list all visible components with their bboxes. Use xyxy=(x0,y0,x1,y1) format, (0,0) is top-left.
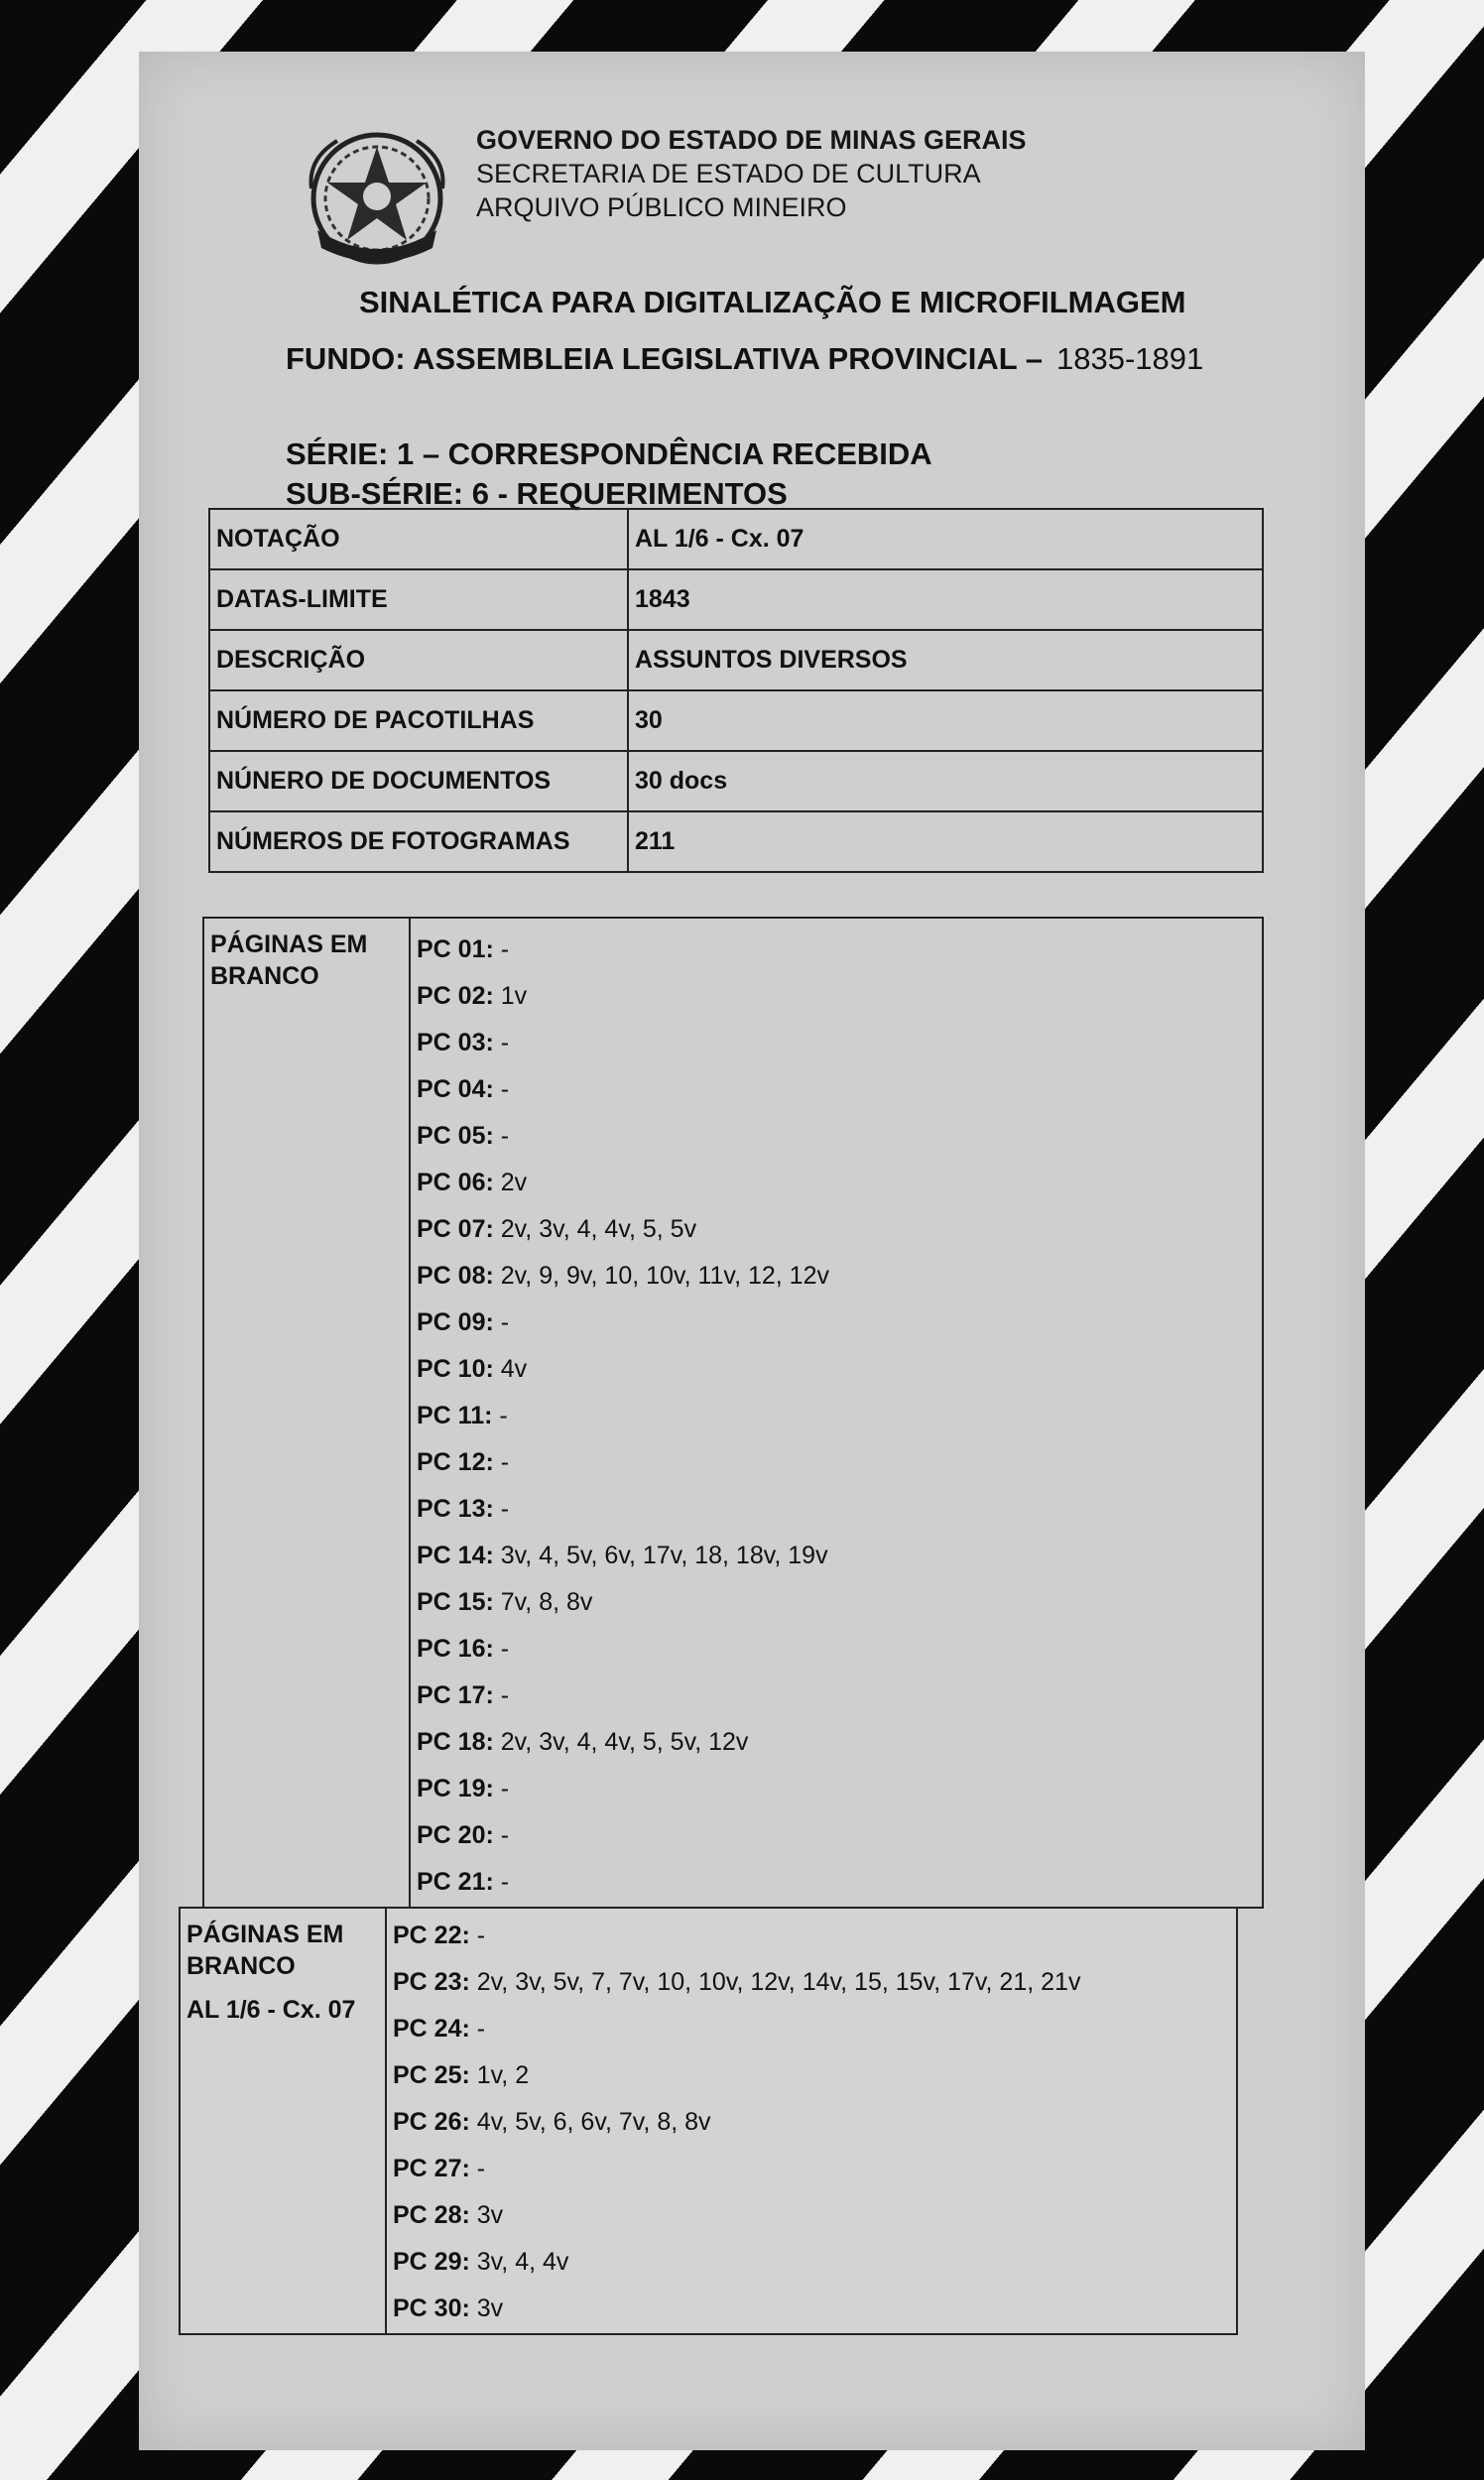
pacotilha-number: PC 06: xyxy=(417,1169,494,1196)
info-key: DATAS-LIMITE xyxy=(209,569,628,630)
list-item xyxy=(417,1206,829,1253)
info-value: 30 docs xyxy=(628,751,1263,811)
list-item xyxy=(417,1673,829,1719)
info-row xyxy=(209,630,1263,690)
document-sheet xyxy=(139,52,1365,2450)
pacotilha-number: PC 15: xyxy=(417,1588,494,1616)
pacotilha-number: PC 03: xyxy=(417,1029,494,1056)
blank-pages-value: - xyxy=(493,1681,510,1709)
blank-pages-box-2 xyxy=(179,1907,1238,2335)
coat-of-arms-icon xyxy=(298,119,456,278)
blank-pages-value: 3v xyxy=(469,2294,504,2322)
pacotilha-number: PC 11: xyxy=(417,1402,493,1429)
list-item xyxy=(393,2286,1080,2332)
blank-pages-value: - xyxy=(493,1775,510,1802)
info-value: ASSUNTOS DIVERSOS xyxy=(628,630,1263,690)
pacotilha-number: PC 16: xyxy=(417,1635,494,1663)
list-item xyxy=(417,1719,829,1766)
blank-pages-value: 3v, 4, 5v, 6v, 17v, 18, 18v, 19v xyxy=(493,1542,828,1569)
info-key: DESCRIÇÃO xyxy=(209,630,628,690)
blank-pages-value: - xyxy=(493,1075,510,1103)
list-item xyxy=(393,2052,1080,2099)
list-item xyxy=(417,1020,829,1066)
list-item xyxy=(417,1812,829,1859)
pacotilha-number: PC 04: xyxy=(417,1075,494,1103)
blank-pages-value: - xyxy=(493,1308,510,1336)
blank-pages-value: 2v, 3v, 4, 4v, 5, 5v, 12v xyxy=(493,1728,749,1756)
blank-pages-value: - xyxy=(493,935,510,963)
blank-pages-value: - xyxy=(493,1448,510,1476)
list-item xyxy=(417,1160,829,1206)
blank-pages-value: - xyxy=(493,1029,510,1056)
list-item xyxy=(417,1253,829,1300)
pacotilha-number: PC 30: xyxy=(393,2294,470,2322)
list-item xyxy=(417,927,829,973)
pacotilha-number: PC 24: xyxy=(393,2015,470,2043)
pacotilha-number: PC 22: xyxy=(393,1922,470,1949)
pacotilha-number: PC 05: xyxy=(417,1122,494,1150)
list-item xyxy=(417,1859,829,1906)
list-item xyxy=(417,1393,829,1439)
blank-pages-value: - xyxy=(493,1495,510,1523)
pacotilha-number: PC 10: xyxy=(417,1355,494,1383)
blank-pages-value: 2v, 3v, 5v, 7, 7v, 10, 10v, 12v, 14v, 15, 15v, 17v, 21, 21v xyxy=(469,1968,1081,1996)
blank-pages-value: 7v, 8, 8v xyxy=(493,1588,593,1616)
pacotilha-number: PC 08: xyxy=(417,1262,494,1290)
blank-pages-value: - xyxy=(469,2015,486,2043)
pacotilha-number: PC 29: xyxy=(393,2248,470,2276)
header-archive: ARQUIVO PÚBLICO MINEIRO xyxy=(476,192,847,222)
header-secretariat: SECRETARIA DE ESTADO DE CULTURA xyxy=(476,159,981,188)
info-key: NÚMEROS DE FOTOGRAMAS xyxy=(209,811,628,872)
fundo-years: 1835-1891 xyxy=(1055,341,1204,376)
list-item xyxy=(417,1066,829,1113)
blank-pages-value: 1v xyxy=(493,982,528,1010)
list-item xyxy=(417,1579,829,1626)
blank-pages-value: - xyxy=(492,1402,508,1429)
blank-pages-value: - xyxy=(493,1868,510,1896)
blank-pages-value: - xyxy=(469,1922,486,1949)
blank-pages-value: 2v xyxy=(493,1169,528,1196)
blank-pages-value: - xyxy=(493,1821,510,1849)
info-value: 1843 xyxy=(628,569,1263,630)
blank-pages-label: PÁGINAS EM BRANCO xyxy=(186,1921,344,1980)
column-divider xyxy=(385,1909,387,2333)
series-block xyxy=(286,434,932,514)
list-item xyxy=(417,1486,829,1533)
subseries-label: SUB-SÉRIE: 6 - REQUERIMENTOS xyxy=(286,476,788,511)
info-value: 30 xyxy=(628,690,1263,751)
pacotilha-number: PC 28: xyxy=(393,2201,470,2229)
pacotilha-number: PC 01: xyxy=(417,935,494,963)
info-row xyxy=(209,811,1263,872)
list-item xyxy=(393,1913,1080,1959)
list-item xyxy=(393,2099,1080,2146)
pacotilha-number: PC 26: xyxy=(393,2108,470,2136)
blank-pages-value: 4v xyxy=(493,1355,528,1383)
blank-pages-list xyxy=(417,927,829,1906)
fundo-line xyxy=(286,341,1203,377)
info-value: 211 xyxy=(628,811,1263,872)
header-block xyxy=(476,123,1027,224)
pacotilha-number: PC 23: xyxy=(393,1968,470,1996)
pacotilha-number: PC 21: xyxy=(417,1868,494,1896)
info-row xyxy=(209,569,1263,630)
series-label: SÉRIE: 1 – CORRESPONDÊNCIA RECEBIDA xyxy=(286,436,932,471)
info-row xyxy=(209,751,1263,811)
list-item xyxy=(417,1626,829,1673)
list-item xyxy=(417,1766,829,1812)
column-divider xyxy=(409,919,411,1907)
info-key: NÚMERO DE PACOTILHAS xyxy=(209,690,628,751)
header-government: GOVERNO DO ESTADO DE MINAS GERAIS xyxy=(476,125,1027,155)
list-item xyxy=(393,2146,1080,2192)
pacotilha-number: PC 14: xyxy=(417,1542,494,1569)
pacotilha-number: PC 02: xyxy=(417,982,494,1010)
list-item xyxy=(417,1300,829,1346)
blank-pages-value: 2v, 3v, 4, 4v, 5, 5v xyxy=(493,1215,697,1243)
pacotilha-number: PC 27: xyxy=(393,2155,470,2182)
blank-pages-value: 1v, 2 xyxy=(469,2061,530,2089)
blank-pages-box-1 xyxy=(202,917,1264,1909)
blank-pages-value: - xyxy=(493,1635,510,1663)
pacotilha-number: PC 20: xyxy=(417,1821,494,1849)
blank-pages-value: - xyxy=(493,1122,510,1150)
blank-pages-label: PÁGINAS EM BRANCO xyxy=(210,930,368,990)
info-row xyxy=(209,509,1263,569)
blank-pages-value: 4v, 5v, 6, 6v, 7v, 8, 8v xyxy=(469,2108,711,2136)
pacotilha-number: PC 07: xyxy=(417,1215,494,1243)
pacotilha-number: PC 19: xyxy=(417,1775,494,1802)
pacotilha-number: PC 17: xyxy=(417,1681,494,1709)
pacotilha-number: PC 09: xyxy=(417,1308,494,1336)
blank-pages-value: 3v, 4, 4v xyxy=(469,2248,569,2276)
list-item xyxy=(393,2192,1080,2239)
document-title: SINALÉTICA PARA DIGITALIZAÇÃO E MICROFILMAGEM xyxy=(359,285,1186,319)
list-item xyxy=(417,1533,829,1579)
info-value: AL 1/6 - Cx. 07 xyxy=(628,509,1263,569)
fundo-label: FUNDO: ASSEMBLEIA LEGISLATIVA PROVINCIAL – xyxy=(286,341,1043,376)
info-row xyxy=(209,690,1263,751)
info-key: NÚNERO DE DOCUMENTOS xyxy=(209,751,628,811)
list-item xyxy=(393,2239,1080,2286)
pacotilha-number: PC 25: xyxy=(393,2061,470,2089)
info-table xyxy=(208,508,1264,873)
list-item xyxy=(393,2006,1080,2052)
pacotilha-number: PC 12: xyxy=(417,1448,494,1476)
pacotilha-number: PC 18: xyxy=(417,1728,494,1756)
list-item xyxy=(417,1439,829,1486)
blank-pages-value: 3v xyxy=(469,2201,504,2229)
list-item xyxy=(417,973,829,1020)
box-notation: AL 1/6 - Cx. 07 xyxy=(186,1996,356,2024)
blank-pages-list xyxy=(393,1913,1080,2332)
list-item xyxy=(417,1346,829,1393)
info-key: NOTAÇÃO xyxy=(209,509,628,569)
blank-pages-value: - xyxy=(469,2155,486,2182)
pacotilha-number: PC 13: xyxy=(417,1495,494,1523)
list-item xyxy=(393,1959,1080,2006)
list-item xyxy=(417,1113,829,1160)
blank-pages-value: 2v, 9, 9v, 10, 10v, 11v, 12, 12v xyxy=(493,1262,829,1290)
